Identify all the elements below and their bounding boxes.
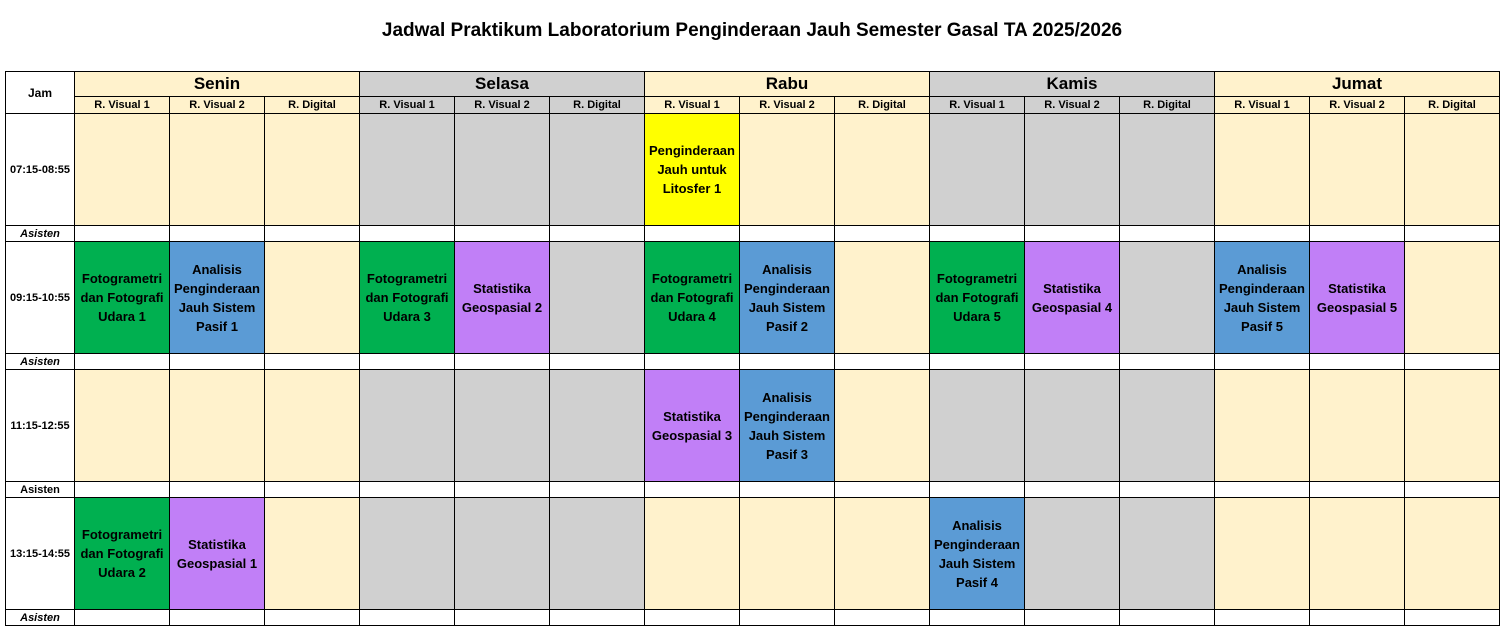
asisten-cell: [740, 226, 835, 242]
event-cell: Fotogrametri dan Fotografi Udara 1: [75, 242, 170, 354]
asisten-cell: [740, 482, 835, 498]
empty-cell: [265, 370, 360, 482]
asisten-cell: [550, 610, 645, 626]
empty-cell: [1025, 114, 1120, 226]
asisten-cell: [1120, 610, 1215, 626]
room-header: R. Digital: [1120, 97, 1215, 114]
asisten-cell: [265, 354, 360, 370]
asisten-cell: [1025, 354, 1120, 370]
asisten-cell: [550, 482, 645, 498]
asisten-cell: [1310, 226, 1405, 242]
event-cell: Penginderaan Jauh untuk Litosfer 1: [645, 114, 740, 226]
empty-cell: [1310, 498, 1405, 610]
room-header: R. Visual 1: [360, 97, 455, 114]
event-cell: Analisis Penginderaan Jauh Sistem Pasif 3: [740, 370, 835, 482]
asisten-cell: [1120, 354, 1215, 370]
event-cell: Analisis Penginderaan Jauh Sistem Pasif 2: [740, 242, 835, 354]
event-cell: Statistika Geospasial 1: [170, 498, 265, 610]
asisten-cell: [835, 610, 930, 626]
empty-cell: [550, 498, 645, 610]
asisten-cell: [1120, 482, 1215, 498]
asisten-cell: [455, 354, 550, 370]
asisten-label: Asisten: [6, 226, 75, 242]
empty-cell: [360, 498, 455, 610]
asisten-cell: [455, 610, 550, 626]
day-header-jumat: Jumat: [1215, 72, 1500, 97]
asisten-cell: [1215, 354, 1310, 370]
room-header: R. Visual 1: [645, 97, 740, 114]
room-header: R. Visual 2: [170, 97, 265, 114]
event-cell: Statistika Geospasial 5: [1310, 242, 1405, 354]
empty-cell: [550, 242, 645, 354]
time-label: 11:15-12:55: [6, 370, 75, 482]
asisten-cell: [645, 482, 740, 498]
empty-cell: [1120, 114, 1215, 226]
asisten-cell: [75, 226, 170, 242]
asisten-cell: [75, 482, 170, 498]
event-cell: Analisis Penginderaan Jauh Sistem Pasif 1: [170, 242, 265, 354]
asisten-cell: [835, 354, 930, 370]
asisten-cell: [835, 482, 930, 498]
asisten-cell: [455, 482, 550, 498]
empty-cell: [1215, 370, 1310, 482]
time-label: 09:15-10:55: [6, 242, 75, 354]
asisten-cell: [170, 354, 265, 370]
day-header-kamis: Kamis: [930, 72, 1215, 97]
asisten-cell: [75, 610, 170, 626]
time-slot-row: [6, 114, 1500, 226]
empty-cell: [170, 114, 265, 226]
asisten-cell: [1310, 482, 1405, 498]
time-slot-row: [6, 498, 1500, 610]
empty-cell: [740, 114, 835, 226]
asisten-cell: [645, 226, 740, 242]
event-cell: Fotogrametri dan Fotografi Udara 4: [645, 242, 740, 354]
asisten-cell: [75, 354, 170, 370]
empty-cell: [550, 370, 645, 482]
asisten-label: Asisten: [6, 610, 75, 626]
schedule-table: [5, 71, 1500, 626]
time-slot-row: [6, 242, 1500, 354]
event-cell: Fotogrametri dan Fotografi Udara 5: [930, 242, 1025, 354]
asisten-cell: [550, 354, 645, 370]
asisten-cell: [645, 354, 740, 370]
event-cell: Statistika Geospasial 4: [1025, 242, 1120, 354]
asisten-cell: [1025, 610, 1120, 626]
empty-cell: [835, 114, 930, 226]
empty-cell: [1120, 498, 1215, 610]
day-header-senin: Senin: [75, 72, 360, 97]
time-label: 07:15-08:55: [6, 114, 75, 226]
empty-cell: [740, 498, 835, 610]
asisten-cell: [550, 226, 645, 242]
asisten-cell: [1025, 482, 1120, 498]
day-header-rabu: Rabu: [645, 72, 930, 97]
asisten-cell: [740, 354, 835, 370]
empty-cell: [645, 498, 740, 610]
asisten-label: Asisten: [6, 482, 75, 498]
room-header: R. Visual 2: [455, 97, 550, 114]
asisten-cell: [1215, 482, 1310, 498]
empty-cell: [1215, 114, 1310, 226]
event-cell: Fotogrametri dan Fotografi Udara 3: [360, 242, 455, 354]
asisten-cell: [360, 226, 455, 242]
asisten-cell: [930, 226, 1025, 242]
room-header-row: [6, 97, 1500, 114]
asisten-cell: [265, 482, 360, 498]
asisten-cell: [1405, 610, 1500, 626]
asisten-cell: [1120, 226, 1215, 242]
asisten-cell: [645, 610, 740, 626]
time-slot-row: [6, 370, 1500, 482]
empty-cell: [1405, 370, 1500, 482]
page-title: Jadwal Praktikum Laboratorium Penginderaan Jauh Semester Gasal TA 2025/2026: [381, 20, 1123, 41]
empty-cell: [1405, 242, 1500, 354]
day-header-selasa: Selasa: [360, 72, 645, 97]
asisten-row: [6, 482, 1500, 498]
room-header: R. Visual 1: [930, 97, 1025, 114]
empty-cell: [455, 370, 550, 482]
room-header: R. Visual 2: [740, 97, 835, 114]
empty-cell: [265, 114, 360, 226]
asisten-cell: [170, 226, 265, 242]
room-header: R. Digital: [265, 97, 360, 114]
event-cell: Statistika Geospasial 2: [455, 242, 550, 354]
empty-cell: [1025, 498, 1120, 610]
empty-cell: [75, 370, 170, 482]
asisten-row: [6, 226, 1500, 242]
asisten-cell: [265, 610, 360, 626]
time-label: 13:15-14:55: [6, 498, 75, 610]
asisten-cell: [455, 226, 550, 242]
event-cell: Analisis Penginderaan Jauh Sistem Pasif 4: [930, 498, 1025, 610]
event-cell: Analisis Penginderaan Jauh Sistem Pasif 5: [1215, 242, 1310, 354]
empty-cell: [265, 242, 360, 354]
asisten-cell: [930, 610, 1025, 626]
asisten-cell: [930, 354, 1025, 370]
empty-cell: [1405, 114, 1500, 226]
asisten-cell: [1405, 226, 1500, 242]
room-header: R. Digital: [835, 97, 930, 114]
asisten-cell: [1405, 482, 1500, 498]
empty-cell: [1310, 114, 1405, 226]
empty-cell: [835, 370, 930, 482]
asisten-cell: [360, 610, 455, 626]
asisten-cell: [1310, 610, 1405, 626]
empty-cell: [455, 498, 550, 610]
asisten-cell: [360, 354, 455, 370]
room-header: R. Visual 2: [1310, 97, 1405, 114]
empty-cell: [550, 114, 645, 226]
empty-cell: [75, 114, 170, 226]
empty-cell: [265, 498, 360, 610]
asisten-label: Asisten: [6, 354, 75, 370]
room-header: R. Visual 1: [1215, 97, 1310, 114]
empty-cell: [835, 242, 930, 354]
empty-cell: [360, 114, 455, 226]
empty-cell: [930, 370, 1025, 482]
room-header: R. Visual 1: [75, 97, 170, 114]
asisten-cell: [170, 610, 265, 626]
event-cell: Fotogrametri dan Fotografi Udara 2: [75, 498, 170, 610]
empty-cell: [1025, 370, 1120, 482]
room-header: R. Visual 2: [1025, 97, 1120, 114]
asisten-cell: [170, 482, 265, 498]
empty-cell: [835, 498, 930, 610]
day-header-row: [6, 72, 1500, 97]
empty-cell: [1120, 370, 1215, 482]
asisten-row: [6, 354, 1500, 370]
event-cell: Statistika Geospasial 3: [645, 370, 740, 482]
empty-cell: [1310, 370, 1405, 482]
empty-cell: [1215, 498, 1310, 610]
empty-cell: [1405, 498, 1500, 610]
room-header: R. Digital: [1405, 97, 1500, 114]
empty-cell: [930, 114, 1025, 226]
asisten-cell: [1215, 610, 1310, 626]
asisten-cell: [930, 482, 1025, 498]
jam-header: Jam: [6, 72, 75, 114]
empty-cell: [360, 370, 455, 482]
asisten-row: [6, 610, 1500, 626]
asisten-cell: [835, 226, 930, 242]
asisten-cell: [1215, 226, 1310, 242]
asisten-cell: [360, 482, 455, 498]
asisten-cell: [740, 610, 835, 626]
empty-cell: [1120, 242, 1215, 354]
empty-cell: [170, 370, 265, 482]
room-header: R. Digital: [550, 97, 645, 114]
empty-cell: [455, 114, 550, 226]
asisten-cell: [1405, 354, 1500, 370]
asisten-cell: [1310, 354, 1405, 370]
asisten-cell: [265, 226, 360, 242]
asisten-cell: [1025, 226, 1120, 242]
